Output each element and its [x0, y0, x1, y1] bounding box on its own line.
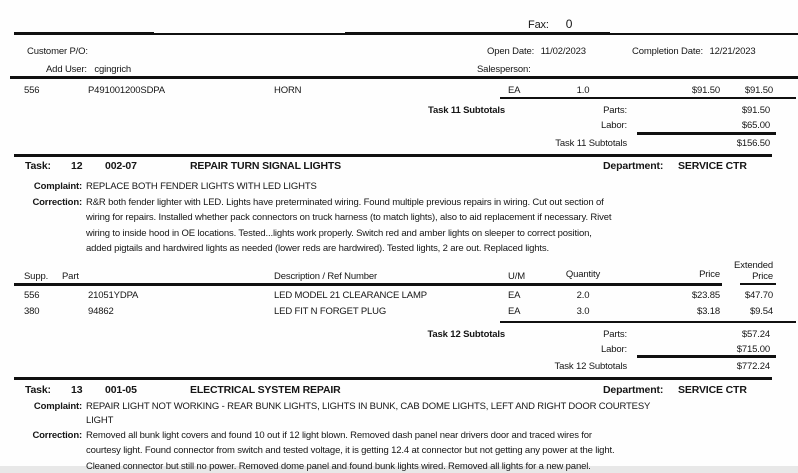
correction-line-clipped: Cleaned connector but still no power. Removed dome panel and found bunk lights wired. Removed all lights for a new panel.	[86, 461, 591, 472]
complaint-line: REPAIR LIGHT NOT WORKING - REAR BUNK LIGHTS, LIGHTS IN BUNK, CAB DOME LIGHTS, LEFT AND RIGHT DOOR COURTESY	[86, 401, 651, 412]
open-date	[487, 45, 586, 58]
correction-line: wiring for repairs. Installed whether pack connectors on truck harness (to match lights), also to aid replacement if necessary. Rivet	[86, 212, 612, 223]
task-number: 13	[71, 384, 83, 396]
labor-value: $715.00	[736, 344, 770, 355]
task12-total-value: $772.24	[736, 361, 770, 372]
extended-price-cell: $47.70	[744, 290, 773, 301]
part-cell: 21051YDPA	[88, 290, 139, 301]
task12-total-label: Task 12 Subtotals	[554, 361, 627, 372]
description-cell: LED FIT N FORGET PLUG	[274, 306, 387, 317]
task12-subtotals-label: Task 12 Subtotals	[427, 329, 505, 340]
header-divider-line	[10, 76, 798, 79]
open-date-label: Open Date:	[487, 46, 535, 57]
description-header: Description / Ref Number	[274, 271, 378, 282]
um-header: U/M	[508, 271, 525, 282]
task11-total-label: Task 11 Subtotals	[555, 138, 627, 149]
task11-total-value: $156.50	[736, 138, 770, 149]
fax-line	[528, 18, 572, 32]
description-cell: HORN	[274, 85, 302, 96]
top-divider-segment-2	[345, 32, 610, 35]
task-code: 002-07	[105, 160, 137, 172]
extended-price-cell: $9.54	[749, 306, 773, 317]
department-label: Department:	[603, 384, 664, 396]
customer-po-label: Customer P/O:	[27, 46, 88, 57]
task-code: 001-05	[105, 384, 137, 396]
department-value: SERVICE CTR	[678, 384, 747, 396]
extended-price-cell: $91.50	[744, 85, 773, 96]
complaint-label: Complaint:	[33, 181, 82, 192]
task-title: REPAIR TURN SIGNAL LIGHTS	[190, 160, 342, 172]
extended-header-line2: Price	[752, 271, 773, 282]
labor-label: Labor:	[600, 344, 627, 355]
correction-line: courtesy light. Found connector from switch and tested voltage, it is getting 12.4 at connector but not getting any power at the light.	[86, 445, 615, 456]
description-cell: LED MODEL 21 CLEARANCE LAMP	[274, 290, 427, 301]
task12-total-rule	[637, 355, 776, 358]
quantity-cell: 1.0	[576, 85, 590, 96]
fax-label: Fax:	[528, 19, 549, 31]
extended-price-underline	[740, 283, 776, 285]
parts-label: Parts:	[603, 329, 627, 340]
correction-line: R&R both fender lighter with LED. Lights have preterminated wiring. Found multiple previous repairs in wiring. Cut out section of	[86, 197, 604, 208]
completion-date-value: 12/21/2023	[709, 46, 756, 57]
correction-line: added pigtails and hardwired lights as needed (lower reds are hardwired). Tested lights, 2 are out. Replaced lights.	[86, 243, 549, 254]
part-header: Part	[62, 271, 79, 282]
um-cell: EA	[508, 85, 521, 96]
task-title: ELECTRICAL SYSTEM REPAIR	[190, 384, 341, 396]
extended-header-line1: Extended	[734, 260, 773, 271]
labor-value: $65.00	[741, 120, 770, 131]
supp-cell: 380	[24, 306, 40, 317]
task12-section-line	[14, 154, 772, 157]
task-number: 12	[71, 160, 83, 172]
task-label: Task:	[25, 384, 51, 396]
add-user-label: Add User:	[46, 64, 87, 75]
open-date-value: 11/02/2023	[540, 46, 586, 57]
parts-value: $57.24	[741, 329, 770, 340]
add-user-value: cgingrich	[94, 64, 132, 75]
task11-total-rule	[637, 132, 776, 135]
supp-header: Supp.	[24, 271, 49, 282]
task13-section-line	[14, 377, 772, 380]
task11-subtotal-rule	[500, 97, 796, 99]
complaint-line: LIGHT	[86, 415, 114, 426]
correction-label: Correction:	[32, 197, 82, 208]
department-label: Department:	[603, 160, 664, 172]
completion-date	[632, 45, 756, 58]
um-cell: EA	[508, 290, 521, 301]
quantity-cell: 3.0	[576, 306, 590, 317]
table-header-rule	[14, 283, 722, 286]
department-value: SERVICE CTR	[678, 160, 747, 172]
price-header: Price	[699, 269, 720, 280]
task12-subtotal-rule	[500, 321, 796, 323]
task11-subtotals-label: Task 11 Subtotals	[428, 105, 505, 116]
supp-cell: 556	[24, 85, 40, 96]
correction-label: Correction:	[32, 430, 82, 441]
supp-cell: 556	[24, 290, 40, 301]
quantity-header: Quantity	[565, 269, 601, 280]
completion-date-label: Completion Date:	[632, 46, 703, 57]
price-cell: $3.18	[696, 306, 720, 317]
task-label: Task:	[25, 160, 51, 172]
fax-value: 0	[565, 17, 573, 31]
complaint-text: REPLACE BOTH FENDER LIGHTS WITH LED LIGHTS	[86, 181, 317, 192]
parts-value: $91.50	[741, 105, 770, 116]
price-cell: $23.85	[691, 290, 720, 301]
part-cell: 94862	[88, 306, 114, 317]
salesperson-label: Salesperson:	[477, 64, 531, 75]
correction-line: wiring to inside hood in OE locations. Tested...lights work properly. Switch red and amber lights on sleeper to correct position,	[86, 228, 592, 239]
complaint-label: Complaint:	[33, 401, 82, 412]
price-cell: $91.50	[691, 85, 720, 96]
add-user	[46, 63, 131, 76]
top-divider-segment-1	[14, 32, 154, 35]
correction-line: Removed all bunk light covers and found 10 out if 12 light blown. Removed dash panel near drivers door and traced wires for	[86, 430, 592, 441]
part-cell: P491001200SDPA	[88, 85, 165, 96]
parts-label: Parts:	[603, 105, 627, 116]
quantity-cell: 2.0	[576, 290, 590, 301]
labor-label: Labor:	[600, 120, 627, 131]
um-cell: EA	[508, 306, 521, 317]
